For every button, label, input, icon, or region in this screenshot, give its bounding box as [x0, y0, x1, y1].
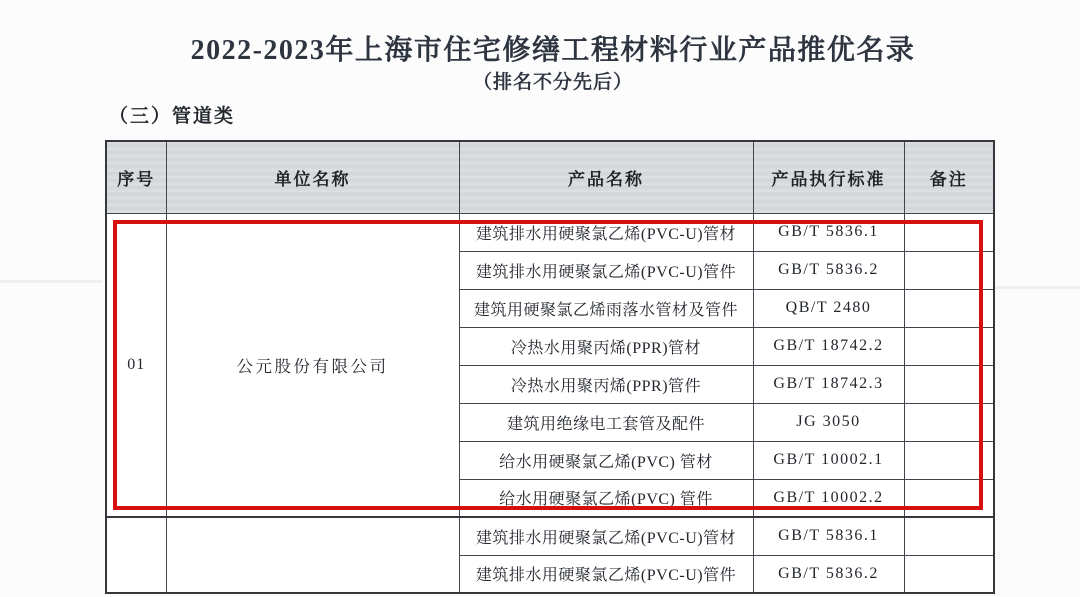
remark-cell	[904, 289, 994, 327]
product-name-cell: 冷热水用聚丙烯(PPR)管件	[459, 365, 753, 403]
scan-artifact-line-left	[0, 280, 103, 283]
remark-cell	[904, 251, 994, 289]
product-name-cell: 给水用硬聚氯乙烯(PVC) 管材	[459, 441, 753, 479]
remark-cell	[904, 365, 994, 403]
product-name-cell: 建筑排水用硬聚氯乙烯(PVC-U)管件	[459, 555, 753, 593]
column-header-standard: 产品执行标准	[753, 141, 904, 213]
product-name-cell: 建筑用硬聚氯乙烯雨落水管材及管件	[459, 289, 753, 327]
product-standard-cell: QB/T 2480	[753, 289, 904, 327]
page-title: 2022-2023年上海市住宅修缮工程材料行业产品推优名录	[190, 35, 916, 66]
company-cell: 公元股份有限公司	[166, 213, 459, 517]
column-header-remark: 备注	[904, 141, 994, 213]
remark-cell	[904, 441, 994, 479]
remark-cell	[904, 327, 994, 365]
remark-cell	[904, 213, 994, 251]
table-row	[106, 517, 994, 555]
remark-cell	[904, 479, 994, 517]
product-standard-cell: GB/T 5836.2	[753, 251, 904, 289]
column-header-seq: 序号	[106, 141, 166, 213]
product-name-cell: 建筑排水用硬聚氯乙烯(PVC-U)管件	[459, 251, 753, 289]
seq-cell: 01	[106, 213, 166, 517]
remark-cell	[904, 517, 994, 555]
product-name-cell: 冷热水用聚丙烯(PPR)管材	[459, 327, 753, 365]
company-cell	[166, 517, 459, 593]
remark-cell	[904, 555, 994, 593]
section-heading: （三）管道类	[109, 106, 236, 127]
product-name-cell: 建筑排水用硬聚氯乙烯(PVC-U)管材	[459, 213, 753, 251]
product-name-cell: 建筑排水用硬聚氯乙烯(PVC-U)管材	[459, 517, 753, 555]
product-standard-cell: GB/T 18742.3	[753, 365, 904, 403]
product-name-cell: 建筑用绝缘电工套管及配件	[459, 403, 753, 441]
seq-cell	[106, 517, 166, 593]
product-standard-cell: GB/T 5836.1	[753, 517, 904, 555]
product-name-cell: 给水用硬聚氯乙烯(PVC) 管件	[459, 479, 753, 517]
product-standard-cell: GB/T 10002.1	[753, 441, 904, 479]
table-row	[106, 213, 994, 251]
product-standard-cell: GB/T 5836.1	[753, 213, 904, 251]
products-table	[105, 140, 995, 594]
page-subtitle: （排名不分先后）	[472, 72, 633, 93]
remark-cell	[904, 403, 994, 441]
product-standard-cell: GB/T 5836.2	[753, 555, 904, 593]
column-header-company: 单位名称	[166, 141, 459, 213]
product-standard-cell: JG 3050	[753, 403, 904, 441]
product-standard-cell: GB/T 10002.2	[753, 479, 904, 517]
product-standard-cell: GB/T 18742.2	[753, 327, 904, 365]
column-header-product: 产品名称	[459, 141, 753, 213]
table-header-row	[106, 141, 994, 213]
scan-artifact-line-right	[995, 286, 1080, 289]
